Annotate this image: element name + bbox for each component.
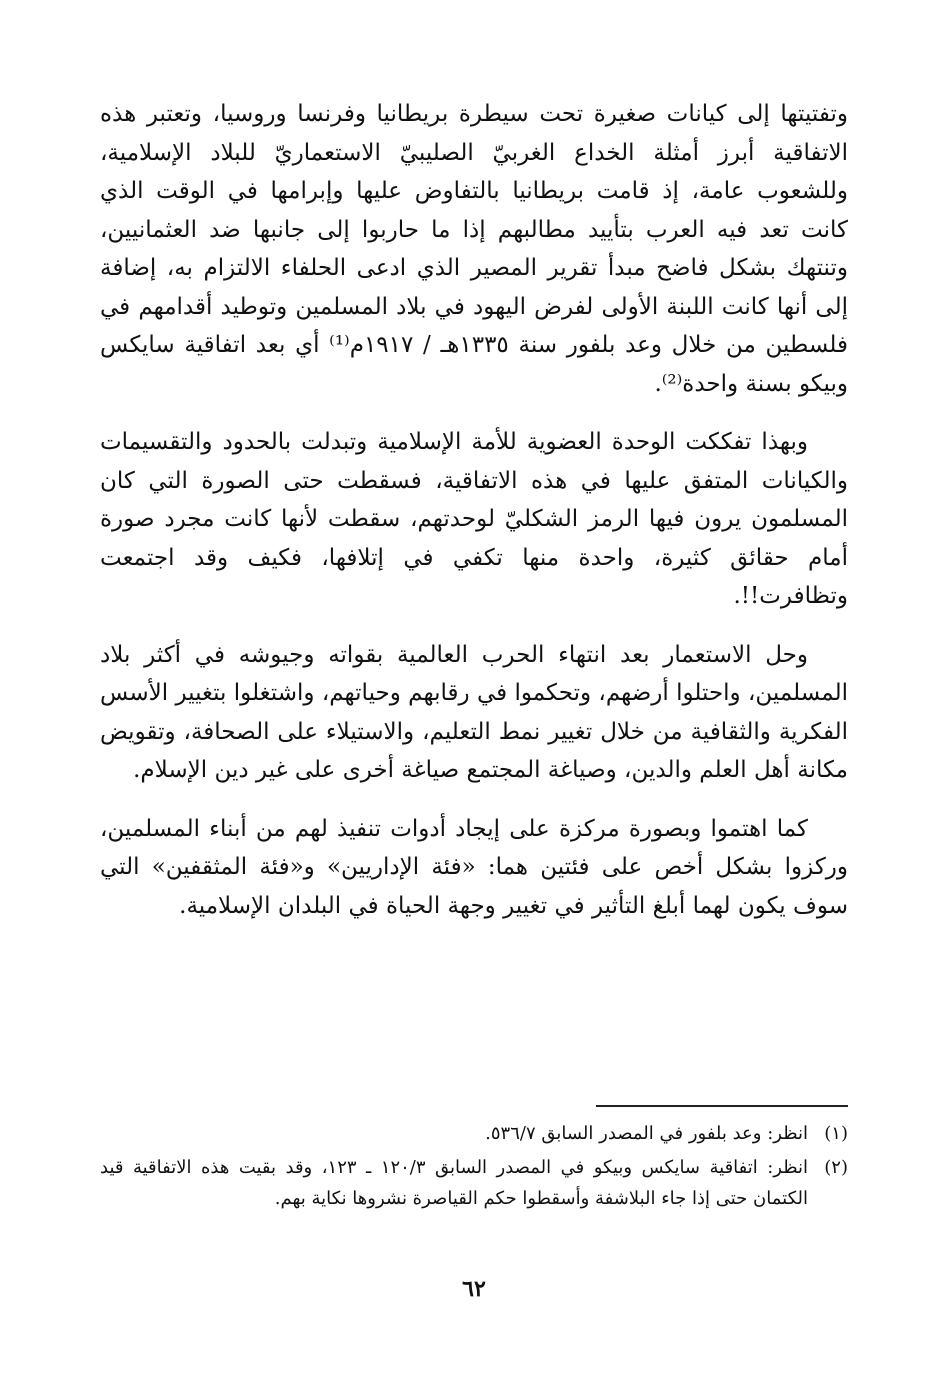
footnote-1 (100, 1118, 848, 1149)
page-number: ٦٢ (462, 1276, 486, 1302)
paragraph-1: وتفتيتها إلى كيانات صغيرة تحت سيطرة بريطانيا وفرنسا وروسيا، وتعتبر هذه الاتفاقية أبرز أمثلة الخداع الغربيّ الصليبيّ الاستعماريّ للبلاد الإسلامية، وللشعوب عامة، إذ قامت بريطانيا بالتفاوض عليها وإبرامها في الوقت الذي كانت تعد فيه العرب بتأييد مطالبهم إذا ما حاربوا إلى جانبها ضد العثمانيين، وتنتهك بشكل فاضح مبدأ تقرير المصير الذي ادعى الحلفاء الالتزام به، إضافة إلى أنها كانت اللبنة الأولى لفرض اليهود في بلاد المسلمين وتوطيد أقدامهم في فلسطين من خلال وعد بلفور سنة ١٣٣٥هـ / ١٩١٧م⁽¹⁾ أي بعد اتفاقية سايكس وبيكو بسنة واحدة⁽²⁾. (100, 101, 848, 397)
footnotes (100, 1118, 848, 1214)
footnote-2 (100, 1152, 848, 1214)
paragraph-4: كما اهتموا وبصورة مركزة على إيجاد أدوات تنفيذ لهم من أبناء المسلمين، وركزوا بشكل أخص على فئتين هما: «فئة الإداريين» و«فئة المثقفين» التي سوف يكون لهما أبلغ التأثير في تغيير وجهة الحياة في البلدان الإسلامية. (100, 815, 848, 919)
main-text (100, 95, 848, 925)
footnote-number: (١) (824, 1123, 848, 1144)
footnote-number: (٢) (824, 1157, 848, 1178)
footnote-divider (596, 1105, 848, 1107)
footnote-text: انظر: اتفاقية سايكس وبيكو في المصدر السابق ١٢٠/٣ ـ ١٢٣، وقد بقيت هذه الاتفاقية قيد الكتمان حتى إذا جاء البلاشفة وأسقطوا حكم القياصرة نشروها نكاية بهم. (100, 1157, 809, 1209)
footnote-text: انظر: وعد بلفور في المصدر السابق ٥٣٦/٧. (485, 1123, 808, 1144)
paragraph-2: وبهذا تفككت الوحدة العضوية للأمة الإسلامية وتبدلت بالحدود والتقسيمات والكيانات المتفق عليها في هذه الاتفاقية، فسقطت حتى الصورة التي كان المسلمون يرون فيها الرمز الشكليّ لوحدتهم، سقطت لأنها كانت مجرد صورة أمام حقائق كثيرة، واحدة منها تكفي في إتلافها، فكيف وقد اجتمعت وتظافرت!!. (100, 429, 848, 609)
paragraph-3: وحل الاستعمار بعد انتهاء الحرب العالمية بقواته وجيوشه في أكثر بلاد المسلمين، واحتلوا أرضهم، وتحكموا في رقابهم وحياتهم، واشتغلوا بتغيير الأسس الفكرية والثقافية من خلال تغيير نمط التعليم، والاستيلاء على الصحافة، وتقويض مكانة أهل العلم والدين، وصياغة المجتمع صياغة أخرى على غير دين الإسلام. (100, 641, 848, 783)
